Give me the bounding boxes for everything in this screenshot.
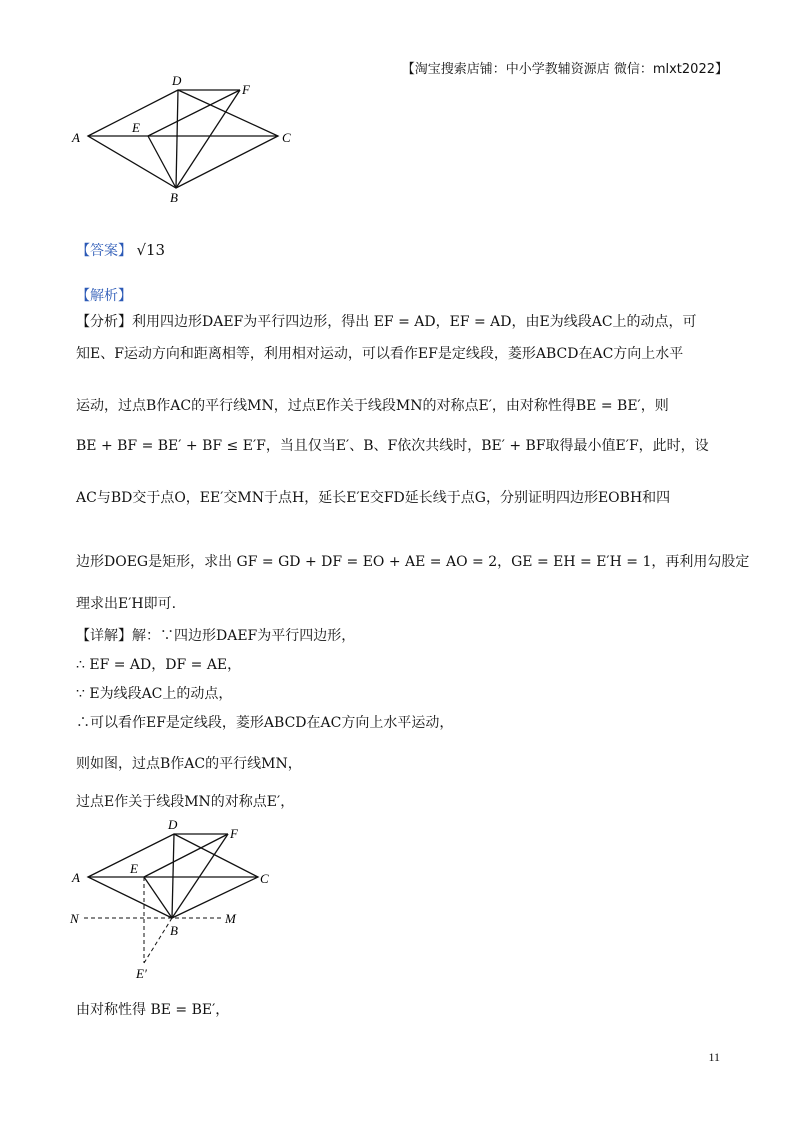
analysis-line: 边形DOEG是矩形，求出 GF = GD + DF = EO + AE = AO = 2，GE = EH = E′H = 1，再利用勾股定: [76, 554, 750, 570]
label-c: C: [260, 871, 269, 886]
analysis-line: 理求出E′H即可.: [76, 596, 177, 612]
header-note: 【淘宝搜索店铺：中小学教辅资源店 微信：mlxt2022】: [401, 62, 728, 77]
label-m: M: [225, 911, 236, 926]
answer-tag: 【答案】: [76, 243, 132, 259]
label-d: D: [168, 817, 178, 832]
detail-line: 【详解】解：∵四边形DAEF为平行四边形，: [76, 628, 356, 644]
analysis-line: 知E、F运动方向和距离相等，利用相对运动，可以看作EF是定线段，菱形ABCD在AC方向上水平: [76, 346, 684, 362]
page-number: 11: [708, 1050, 720, 1064]
label-b: B: [170, 923, 178, 938]
segment-e-prime-b: [144, 918, 172, 963]
analysis-tag: 【解析】: [76, 288, 132, 304]
analysis-line: AC与BD交于点O，EE′交MN于点H，延长E′E交FD延长线于点G，分别证明四边形EOBH和四: [76, 490, 671, 506]
detail-line: ∵ E为线段AC上的动点，: [76, 686, 233, 702]
label-c: C: [282, 130, 291, 145]
analysis-line: BE + BF = BE′ + BF ≤ E′F，当且仅当E′、B、F依次共线时，BE′ + BF取得最小值E′F，此时，设: [76, 438, 709, 454]
analysis-line: 运动，过点B作AC的平行线MN，过点E作关于线段MN的对称点E′，由对称性得BE = BE′，则: [76, 398, 669, 414]
label-e: E: [130, 861, 138, 876]
detail-line: ∴可以看作EF是定线段，菱形ABCD在AC方向上水平运动，: [76, 715, 454, 731]
analysis-line: 【分析】利用四边形DAEF为平行四边形，得出 EF = AD，EF = AD，由E为线段AC上的动点，可: [76, 314, 697, 330]
label-d: D: [172, 73, 182, 88]
segment-fb: [176, 90, 240, 188]
rhombus-figure-2: [60, 815, 280, 985]
label-n: N: [70, 911, 79, 926]
label-e: E: [132, 120, 140, 135]
detail-line: ∴ EF = AD，DF = AE，: [76, 657, 242, 673]
diagonal-bd: [176, 90, 178, 188]
label-b: B: [170, 190, 178, 205]
answer-value: √13: [136, 241, 166, 259]
label-a: A: [72, 870, 80, 885]
detail-line: 则如图，过点B作AC的平行线MN，: [76, 756, 302, 772]
label-a: A: [72, 130, 80, 145]
label-e-prime: E′: [136, 966, 147, 981]
diagonal-bd: [172, 834, 174, 918]
final-line: 由对称性得 BE = BE′，: [76, 1002, 230, 1018]
rhombus-abcd: [88, 90, 278, 188]
detail-line: 过点E作关于线段MN的对称点E′，: [76, 794, 295, 810]
answer-line: [76, 240, 165, 261]
label-f: F: [242, 82, 250, 97]
label-f: F: [230, 826, 238, 841]
rhombus-figure-1: [60, 70, 300, 210]
